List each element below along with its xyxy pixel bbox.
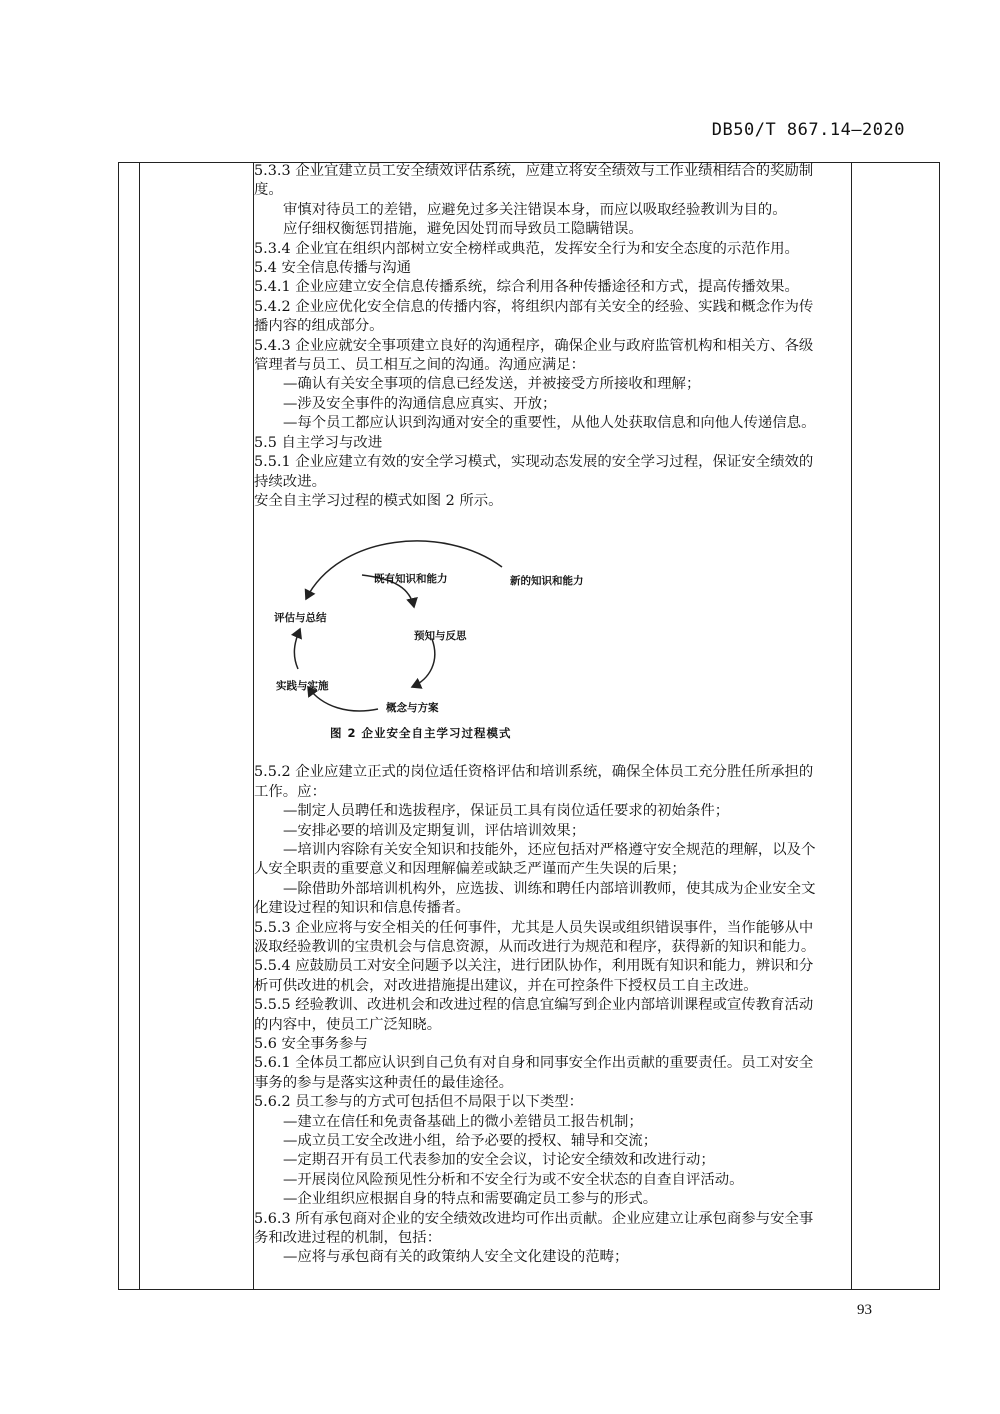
text-line: 5.4 安全信息传播与沟通 bbox=[254, 260, 411, 277]
text-line: —除借助外部培训机构外，应选拔、训练和聘任内部培训教师，使其成为企业安全文 bbox=[283, 880, 816, 897]
text-line: 播内容的组成部分。 bbox=[254, 318, 384, 335]
text-line: 5.4.1 企业应建立安全信息传播系统，综合利用各种传播途径和方式，提高传播效果。 bbox=[254, 279, 799, 296]
text-line: 5.5.4 应鼓励员工对安全问题予以关注，进行团队协作，利用既有知识和能力，辨识和分 bbox=[254, 958, 814, 975]
text-line: 5.5.3 企业应将与安全相关的任何事件，尤其是人员失误或组织错误事件，当作能够从中 bbox=[254, 919, 814, 936]
text-line: 管理者与员工、员工相互之间的沟通。沟通应满足： bbox=[254, 357, 585, 374]
text-line: 持续改进。 bbox=[254, 473, 326, 490]
page-number: 93 bbox=[857, 1302, 872, 1318]
text-line: 5.3.3 企业宜建立员工安全绩效评估系统，应建立将安全绩效与工作业绩相结合的奖励制 bbox=[254, 163, 814, 179]
document-id: DB50/T 867.14—2020 bbox=[711, 120, 905, 140]
text-line: 汲取经验教训的宝贵机会与信息资源，从而改进行为规范和程序，获得新的知识和能力。 bbox=[254, 938, 816, 955]
text-line: 5.3.4 企业宜在组织内部树立安全榜样或典范，发挥安全行为和安全态度的示范作用。 bbox=[254, 240, 799, 257]
label-evaluation-summary: 评估与总结 bbox=[274, 612, 327, 625]
text-line: 应仔细权衡惩罚措施，避免因处罚而导致员工隐瞒错误。 bbox=[283, 221, 643, 238]
label-concept-plan: 概念与方案 bbox=[386, 702, 439, 715]
text-block-2 bbox=[254, 763, 850, 1268]
arc-left bbox=[294, 629, 300, 669]
text-line: 人安全职责的重要意义和因理解偏差或缺乏严谨而产生失误的后果； bbox=[254, 861, 686, 878]
text-line: —建立在信任和免责备基础上的微小差错员工报告机制； bbox=[283, 1113, 643, 1130]
text-line: 5.5.5 经验教训、改进机会和改进过程的信息宜编写到企业内部培训课程或宣传教育活动 bbox=[254, 997, 814, 1014]
label-anticipation-reflection: 预知与反思 bbox=[414, 630, 467, 643]
text-line: 5.6.3 所有承包商对企业的安全绩效改进均可作出贡献。企业应建立让承包商参与安全事 bbox=[254, 1210, 814, 1227]
text-line: 化建设过程的知识和信息传播者。 bbox=[254, 900, 470, 917]
label-practice-implementation: 实践与实施 bbox=[276, 680, 329, 693]
main-content bbox=[254, 162, 850, 1268]
text-line: —涉及安全事件的沟通信息应真实、开放； bbox=[283, 395, 557, 412]
text-line: 的内容中，使员工广泛知晓。 bbox=[254, 1016, 442, 1033]
text-line: 事务的参与是落实这种责任的最佳途径。 bbox=[254, 1074, 514, 1091]
text-line: 5.6 安全事务参与 bbox=[254, 1036, 368, 1052]
text-line: —企业组织应根据自身的特点和需要确定员工参与的形式。 bbox=[283, 1191, 658, 1208]
column-divider bbox=[139, 163, 140, 1289]
text-line: —每个员工都应认识到沟通对安全的重要性，从他人处获取信息和向他人传递信息。 bbox=[283, 415, 816, 432]
text-line: 5.4.2 企业应优化安全信息的传播内容，将组织内部有关安全的经验、实践和概念作为传 bbox=[254, 298, 814, 315]
text-line: —成立员工安全改进小组，给予必要的授权、辅导和交流； bbox=[283, 1133, 658, 1150]
text-line: 5.5.1 企业应建立有效的安全学习模式，实现动态发展的安全学习过程，保证安全绩效的 bbox=[254, 454, 814, 471]
label-existing-knowledge: 既有知识和能力 bbox=[374, 573, 448, 586]
text-line: 析可供改进的机会，对改进措施提出建议，并在可控条件下授权员工自主改进。 bbox=[254, 977, 758, 994]
text-line: 安全自主学习过程的模式如图 2 所示。 bbox=[254, 492, 503, 509]
text-line: 5.4.3 企业应就安全事项建立良好的沟通程序，确保企业与政府监管机构和相关方、各级 bbox=[254, 337, 814, 354]
text-line: 5.6.2 员工参与的方式可包括但不局限于以下类型： bbox=[254, 1094, 584, 1111]
learning-cycle-figure bbox=[254, 529, 850, 751]
figure-caption: 图 2 企业安全自主学习过程模式 bbox=[330, 726, 512, 741]
text-block-1 bbox=[254, 162, 850, 511]
text-line: —安排必要的培训及定期复训，评估培训效果； bbox=[283, 822, 586, 839]
label-new-knowledge: 新的知识和能力 bbox=[510, 575, 584, 588]
text-line: 审慎对待员工的差错，应避免过多关注错误本身，而应以吸取经验教训为目的。 bbox=[283, 201, 787, 218]
text-line: 度。 bbox=[254, 182, 283, 199]
text-line: 5.5.2 企业应建立正式的岗位适任资格评估和培训系统，确保全体员工充分胜任所承担的 bbox=[254, 764, 814, 781]
text-line: —培训内容除有关安全知识和技能外，还应包括对严格遵守安全规范的理解，以及个 bbox=[283, 841, 816, 858]
text-line: —确认有关安全事项的信息已经发送，并被接受方所接收和理解； bbox=[283, 376, 701, 393]
text-line: —定期召开有员工代表参加的安全会议，讨论安全绩效和改进行动； bbox=[283, 1152, 715, 1169]
text-line: —应将与承包商有关的政策纳人安全文化建设的范畴； bbox=[283, 1249, 629, 1266]
text-line: 务和改进过程的机制，包括： bbox=[254, 1230, 442, 1247]
text-line: 工作。应： bbox=[254, 783, 326, 800]
text-line: —制定人员聘任和选拔程序，保证员工具有岗位适任要求的初始条件； bbox=[283, 803, 730, 820]
text-line: 5.5 自主学习与改进 bbox=[254, 434, 383, 451]
text-line: 5.6.1 全体员工都应认识到自己负有对自身和同事安全作出贡献的重要责任。员工对安全 bbox=[254, 1055, 814, 1072]
text-line: —开展岗位风险预见性分析和不安全行为或不安全状态的自查自评活动。 bbox=[283, 1171, 744, 1188]
column-divider bbox=[851, 163, 852, 1289]
